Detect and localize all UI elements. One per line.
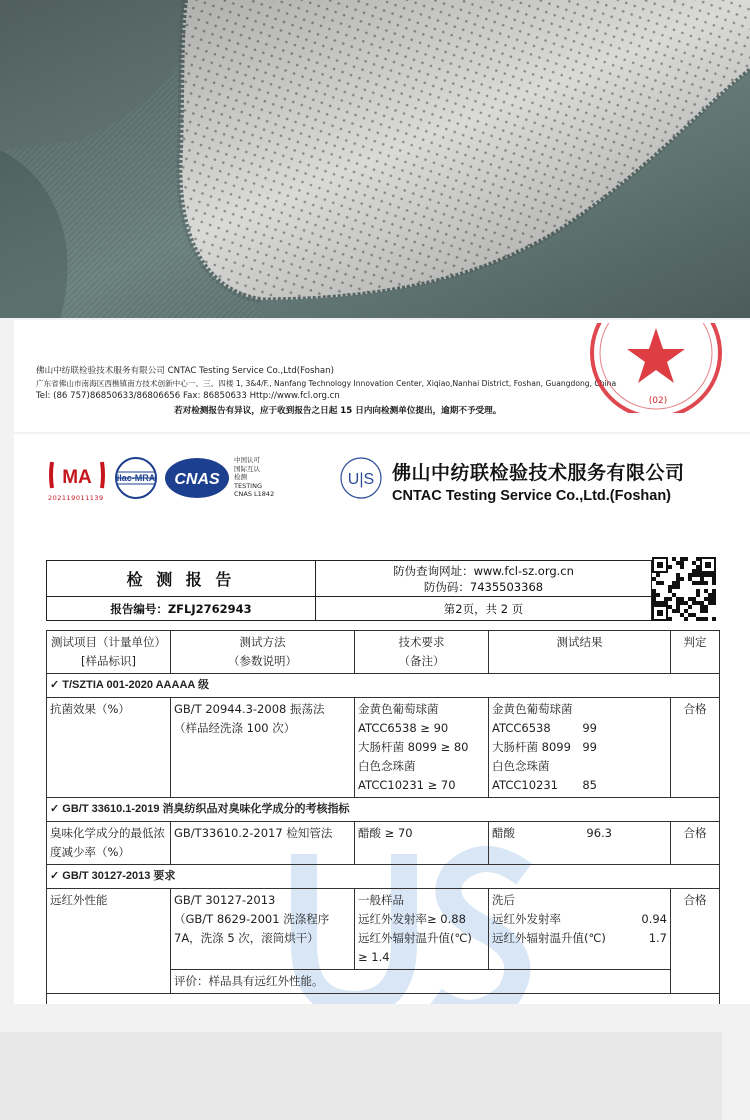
section-standard-3: ✓ GB/T 30127-2013 要求	[47, 865, 720, 889]
row1-requirement: 金黄色葡萄球菌 ATCC6538 ≥ 90 大肠杆菌 8099 ≥ 80 白色念珠菌 ATCC10231 ≥ 70	[355, 698, 489, 798]
bottom-panel	[0, 1032, 722, 1120]
row3-verdict: 合格	[671, 889, 720, 994]
header-item: 测试项目（计量单位） [样品标识]	[47, 631, 171, 674]
row3-result: 洗后 远红外发射率 0.94 远红外辐射温升值(℃) 1.7	[489, 889, 671, 970]
objection-notice: 若对检测报告有异议，应于收到报告之日起 15 日内向检测单位提出，逾期不予受理。	[174, 406, 502, 416]
cma-logo	[48, 458, 106, 496]
row2-result: 醋酸 96.3	[489, 822, 671, 865]
row1-item: 抗菌效果（%）	[47, 698, 171, 798]
company-name-en: CNTAC Testing Service Co.,Ltd.(Foshan)	[392, 488, 672, 504]
svg-text:ilac-MRA: ilac-MRA	[116, 473, 156, 483]
row3-evaluation: 评价：样品具有远红外性能。	[171, 970, 671, 994]
svg-text:CNAS: CNAS	[174, 471, 220, 488]
row1-result: 金黄色葡萄球菌 ATCC6538 99 大肠杆菌 8099 99 白色念珠菌 ATCC10231 85	[489, 698, 671, 798]
row2-verdict: 合格	[671, 822, 720, 865]
table-row	[47, 822, 720, 865]
report-header-table	[46, 560, 652, 621]
test-report	[14, 434, 750, 1004]
header-verdict: 判定	[671, 631, 720, 674]
svg-text:U|S: U|S	[347, 471, 375, 488]
uts-logo	[336, 454, 386, 508]
row2-method: GB/T33610.2-2017 检知管法	[171, 822, 355, 865]
anti-fake-info	[316, 561, 652, 597]
page-info: 第2页，共 2 页	[316, 597, 652, 621]
row2-requirement: 醋酸 ≥ 70	[355, 822, 489, 865]
header-method: 测试方法 （参数说明）	[171, 631, 355, 674]
qr-code	[652, 557, 716, 625]
row3-item: 远红外性能	[47, 889, 171, 994]
ilac-mra-logo	[109, 456, 163, 504]
anti-fake-code: 防伪码：7435503368	[423, 579, 544, 594]
table-footer-space	[47, 994, 720, 1005]
report-title: 检 测 报 告	[47, 561, 316, 597]
anti-fake-url: 防伪查询网址：www.fcl-sz.org.cn	[393, 563, 574, 578]
row2-item: 臭味化学成分的最低浓度减少率（%）	[47, 822, 171, 865]
table-row	[47, 698, 720, 798]
row3-method: GB/T 30127-2013 （GB/T 8629-2001 洗涤程序 7A，洗涤 5 次，滚筒烘干）	[171, 889, 355, 970]
table-header-row	[47, 631, 720, 674]
company-name-cn: 佛山中纺联检验技术服务有限公司	[392, 462, 685, 484]
contact-line: Tel: (86 757)86850633/86806656 Fax: 86850633 Http://www.fcl.org.cn	[36, 391, 340, 401]
address-line: 广东省佛山市南海区西樵镇南方技术创新中心一、三、四楼 1, 3&4/F., Nanfang Technology Innovation Center, Xiqiao,Nanhai District, Foshan, Guangdong, China	[36, 379, 617, 388]
cnas-logo	[164, 456, 230, 504]
header-requirement: 技术要求 （备注）	[355, 631, 489, 674]
table-row	[47, 889, 720, 970]
row1-verdict: 合格	[671, 698, 720, 798]
svg-text:(02): (02)	[648, 396, 668, 406]
report-number: 报告编号：ZFLJ2762943	[47, 597, 316, 621]
fabric-mesh-photo	[0, 0, 750, 318]
svg-text:MA: MA	[62, 467, 92, 488]
section-standard-2: ✓ GB/T 33610.1-2019 消臭纺织品对臭味化学成分的考核指标	[47, 798, 720, 822]
cma-number: 202119011139	[48, 494, 104, 502]
header-result: 测试结果	[489, 631, 671, 674]
section-standard-1: ✓ T/SZTIA 001-2020 AAAAA 级	[47, 674, 720, 698]
fabric-photo	[0, 0, 750, 318]
cnas-text: 中国认可 国际互认 检测 TESTING CNAS L1842	[234, 456, 275, 498]
test-results-table	[46, 630, 720, 1004]
row3-requirement: 一般样品 远红外发射率≥ 0.88 远红外辐射温升值(℃) ≥ 1.4	[355, 889, 489, 970]
row1-method: GB/T 20944.3-2008 振荡法 （样品经洗涤 100 次）	[171, 698, 355, 798]
company-seal	[586, 323, 726, 413]
company-line: 佛山中纺联检验技术服务有限公司 CNTAC Testing Service Co.,Ltd(Foshan)	[36, 366, 334, 376]
